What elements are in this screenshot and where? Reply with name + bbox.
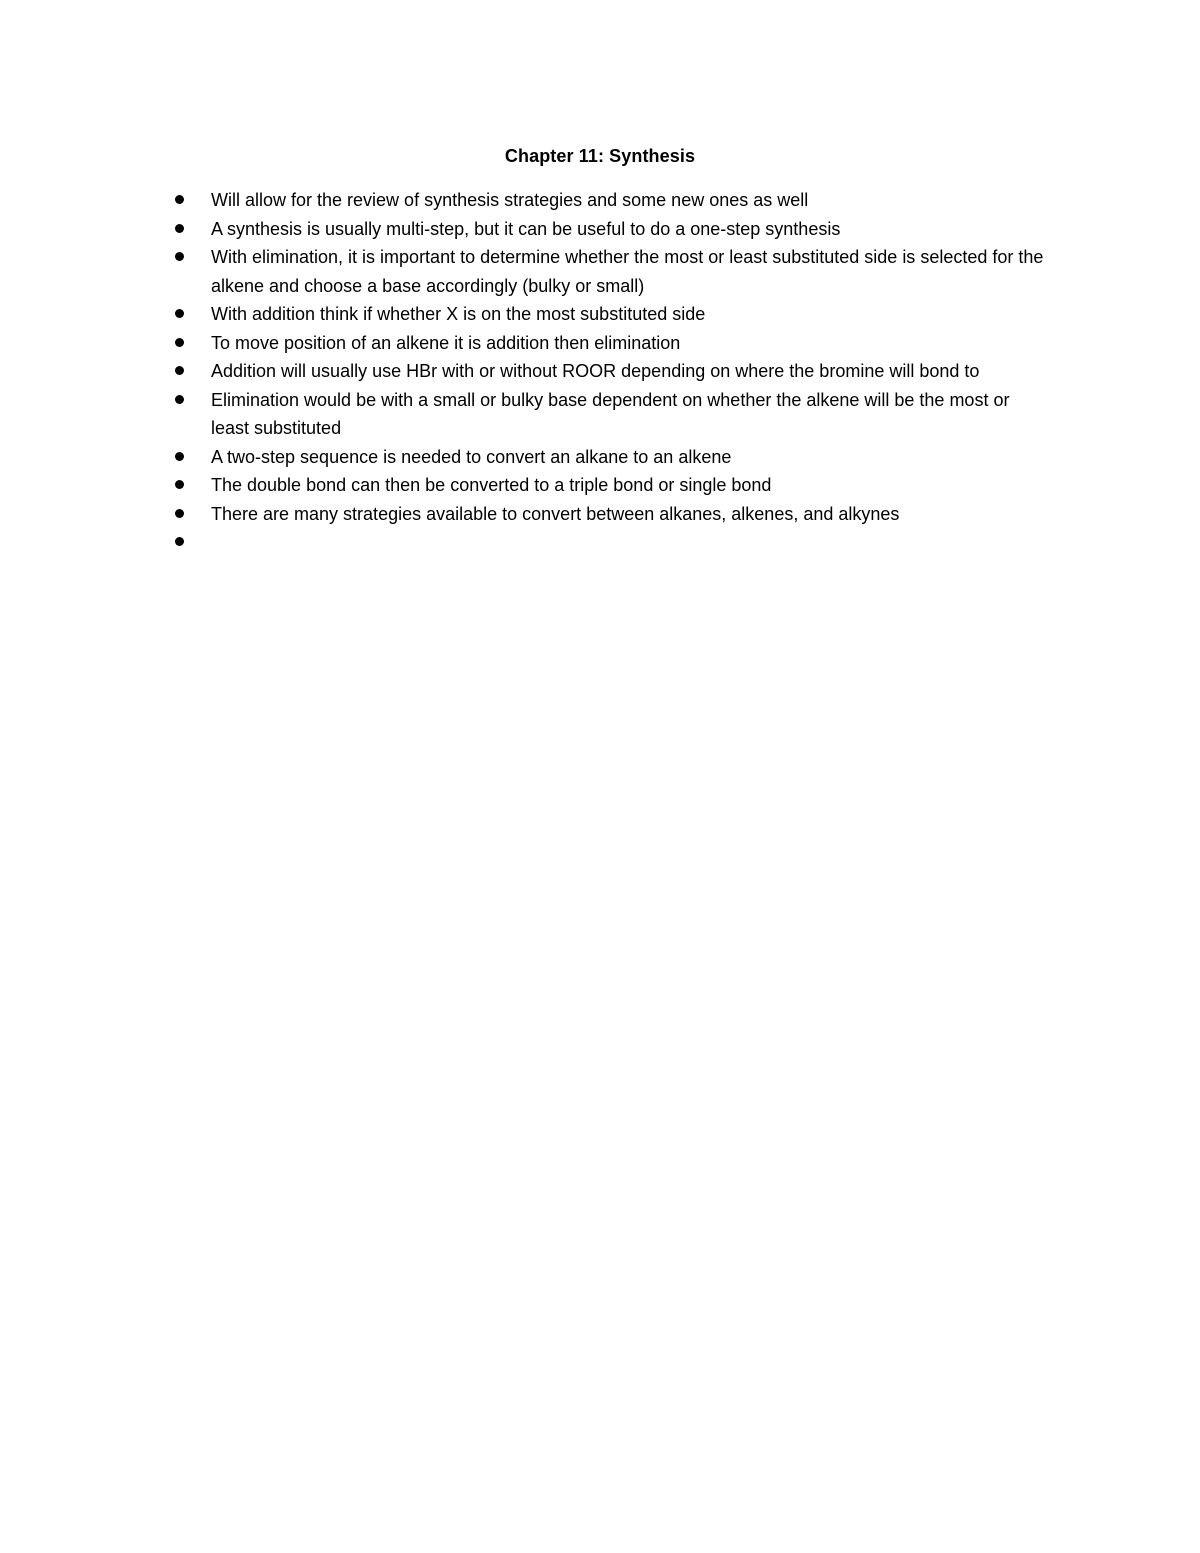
bullet-dot-icon bbox=[175, 509, 184, 518]
list-item-text: Will allow for the review of synthesis strategies and some new ones as well bbox=[211, 190, 809, 210]
bullet-dot-icon bbox=[175, 395, 184, 404]
list-item bbox=[170, 357, 1050, 386]
list-item bbox=[170, 329, 1050, 358]
list-item-text: To move position of an alkene it is addition then elimination bbox=[211, 332, 681, 353]
bullet-dot-icon bbox=[175, 452, 184, 461]
list-item-text: With elimination, it is important to determine whether the most or least substituted side is selected for the alkene and choose a base accordingly (bulky or small) bbox=[211, 247, 1044, 296]
bullet-dot-icon bbox=[175, 480, 184, 489]
list-item bbox=[170, 215, 1050, 244]
bullet-dot-icon bbox=[175, 366, 184, 375]
list-item-text bbox=[211, 528, 1050, 557]
list-item-text: The double bond can then be converted to a triple bond or single bond bbox=[211, 475, 772, 495]
list-item-text: A synthesis is usually multi-step, but it can be useful to do a one-step synthesis bbox=[211, 218, 841, 239]
bullet-list bbox=[170, 186, 1050, 557]
bullet-dot-icon bbox=[175, 224, 184, 233]
list-item bbox=[170, 500, 1050, 529]
list-item-text: With addition think if whether X is on the most substituted side bbox=[211, 304, 706, 324]
list-item-text: A two-step sequence is needed to convert an alkane to an alkene bbox=[211, 446, 732, 467]
list-item bbox=[170, 443, 1050, 472]
bullet-dot-icon bbox=[175, 338, 184, 347]
list-item-text: Elimination would be with a small or bulky base dependent on whether the alkene will be the most or least substituted bbox=[211, 389, 1010, 438]
bullet-dot-icon bbox=[175, 537, 184, 546]
list-item bbox=[170, 186, 1050, 215]
list-item-text: Addition will usually use HBr with or without ROOR depending on where the bromine will bond to bbox=[211, 361, 980, 381]
bullet-dot-icon bbox=[175, 252, 184, 261]
page-title: Chapter 11: Synthesis bbox=[504, 146, 696, 166]
list-item bbox=[170, 528, 1050, 557]
list-item bbox=[170, 386, 1050, 443]
list-item bbox=[170, 471, 1050, 500]
list-item bbox=[170, 243, 1050, 300]
bullet-dot-icon bbox=[175, 309, 184, 318]
bullet-dot-icon bbox=[175, 195, 184, 204]
list-item bbox=[170, 300, 1050, 329]
list-item-text: There are many strategies available to convert between alkanes, alkenes, and alkynes bbox=[211, 503, 900, 524]
